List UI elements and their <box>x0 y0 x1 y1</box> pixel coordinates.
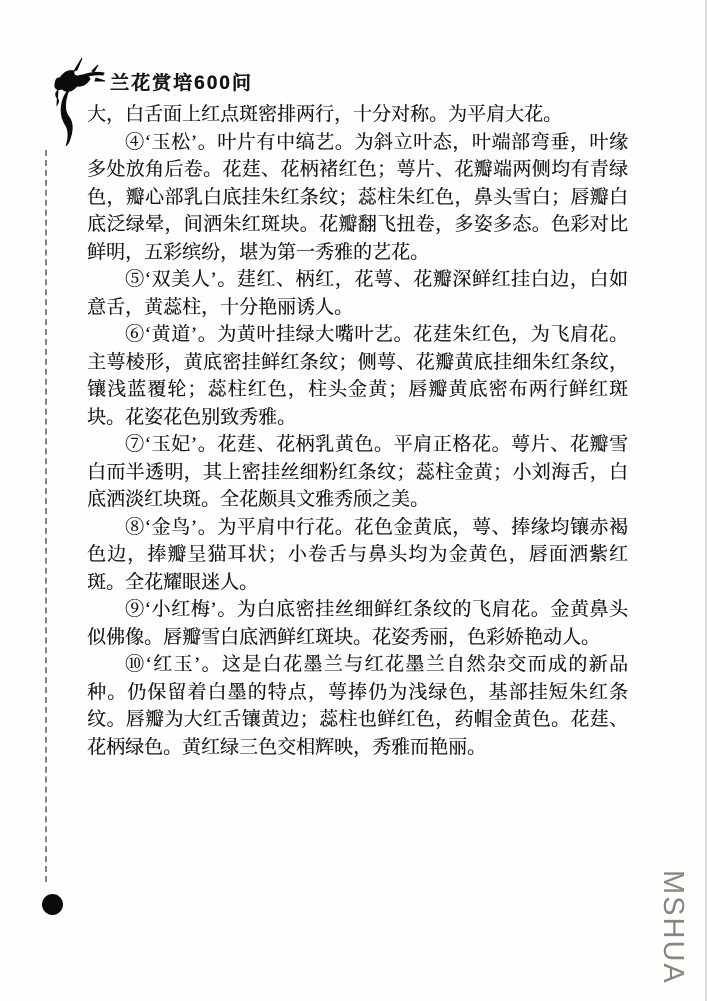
paragraph: ⑧‘金鸟’。为平肩中行花。花色金黄底，萼、捧缘均镶赤褐色边，捧瓣呈猫耳状；小卷舌与鼻头均为金黄色，唇面洒紫红斑。全花耀眼迷人。 <box>87 516 628 593</box>
paragraph: ⑨‘小红梅’。为白底密挂丝细鲜红条纹的飞肩花。金黄鼻头似佛像。唇瓣雪白底洒鲜红斑块。花姿秀丽，色彩娇艳动人。 <box>87 599 628 648</box>
paragraph: ⑦‘玉妃’。花莛、花柄乳黄色。平肩正格花。萼片、花瓣雪白而半透明，其上密挂丝细粉红条纹；蕊柱金黄；小刘海舌，白底洒淡红块斑。全花颇具文雅秀颀之美。 <box>87 434 628 510</box>
scan-edge-line <box>705 0 707 1001</box>
paragraph: ⑤‘双美人’。莛红、柄红，花萼、花瓣深鲜红挂白边，白如意舌，黄蕊柱，十分艳丽诱人。 <box>87 269 628 318</box>
paragraph: ④‘玉松’。叶片有中缟艺。为斜立叶态，叶端部弯垂，叶缘多处放角后卷。花莛、花柄褚红色；萼片、花瓣端两侧均有青绿色，瓣心部乳白底挂朱红条纹；蕊柱朱红色，鼻头雪白；唇瓣白底泛绿晕，间洒朱红斑块。花瓣翻飞扭卷，多姿多态。色彩对比鲜明，五彩缤纷，堪为第一秀雅的艺花。 <box>87 131 628 263</box>
text-column <box>87 101 628 761</box>
section-bullet-dot <box>42 894 63 915</box>
paragraph: ⑥‘黄道’。为黄叶挂绿大嘴叶艺。花莛朱红色，为飞肩花。主萼棱形，黄底密挂鲜红条纹；侧萼、花瓣黄底挂细朱红条纹，镶浅蓝覆轮；蕊柱红色，柱头金黄；唇瓣黄底密布两行鲜红斑块。花姿花色别致秀雅。 <box>87 324 628 428</box>
book-title: 兰花赏培600问 <box>110 73 253 94</box>
continuation-paragraph: 大，白舌面上红点斑密排两行，十分对称。为平肩大花。 <box>87 104 563 125</box>
margin-dashed-line <box>45 150 47 882</box>
paragraph-list <box>87 129 628 762</box>
paragraph: ⑩‘红玉’。这是白花墨兰与红花墨兰自然杂交而成的新品种。仍保留着白墨的特点，萼捧仍为浅绿色，基部挂短朱红条纹。唇瓣为大红舌镶黄边；蕊柱也鲜红色，药帽金黄色。花莛、花柄绿色。黄红绿三色交相辉映，秀雅而艳丽。 <box>87 654 628 758</box>
watermark-text: MSHUA <box>657 870 689 985</box>
